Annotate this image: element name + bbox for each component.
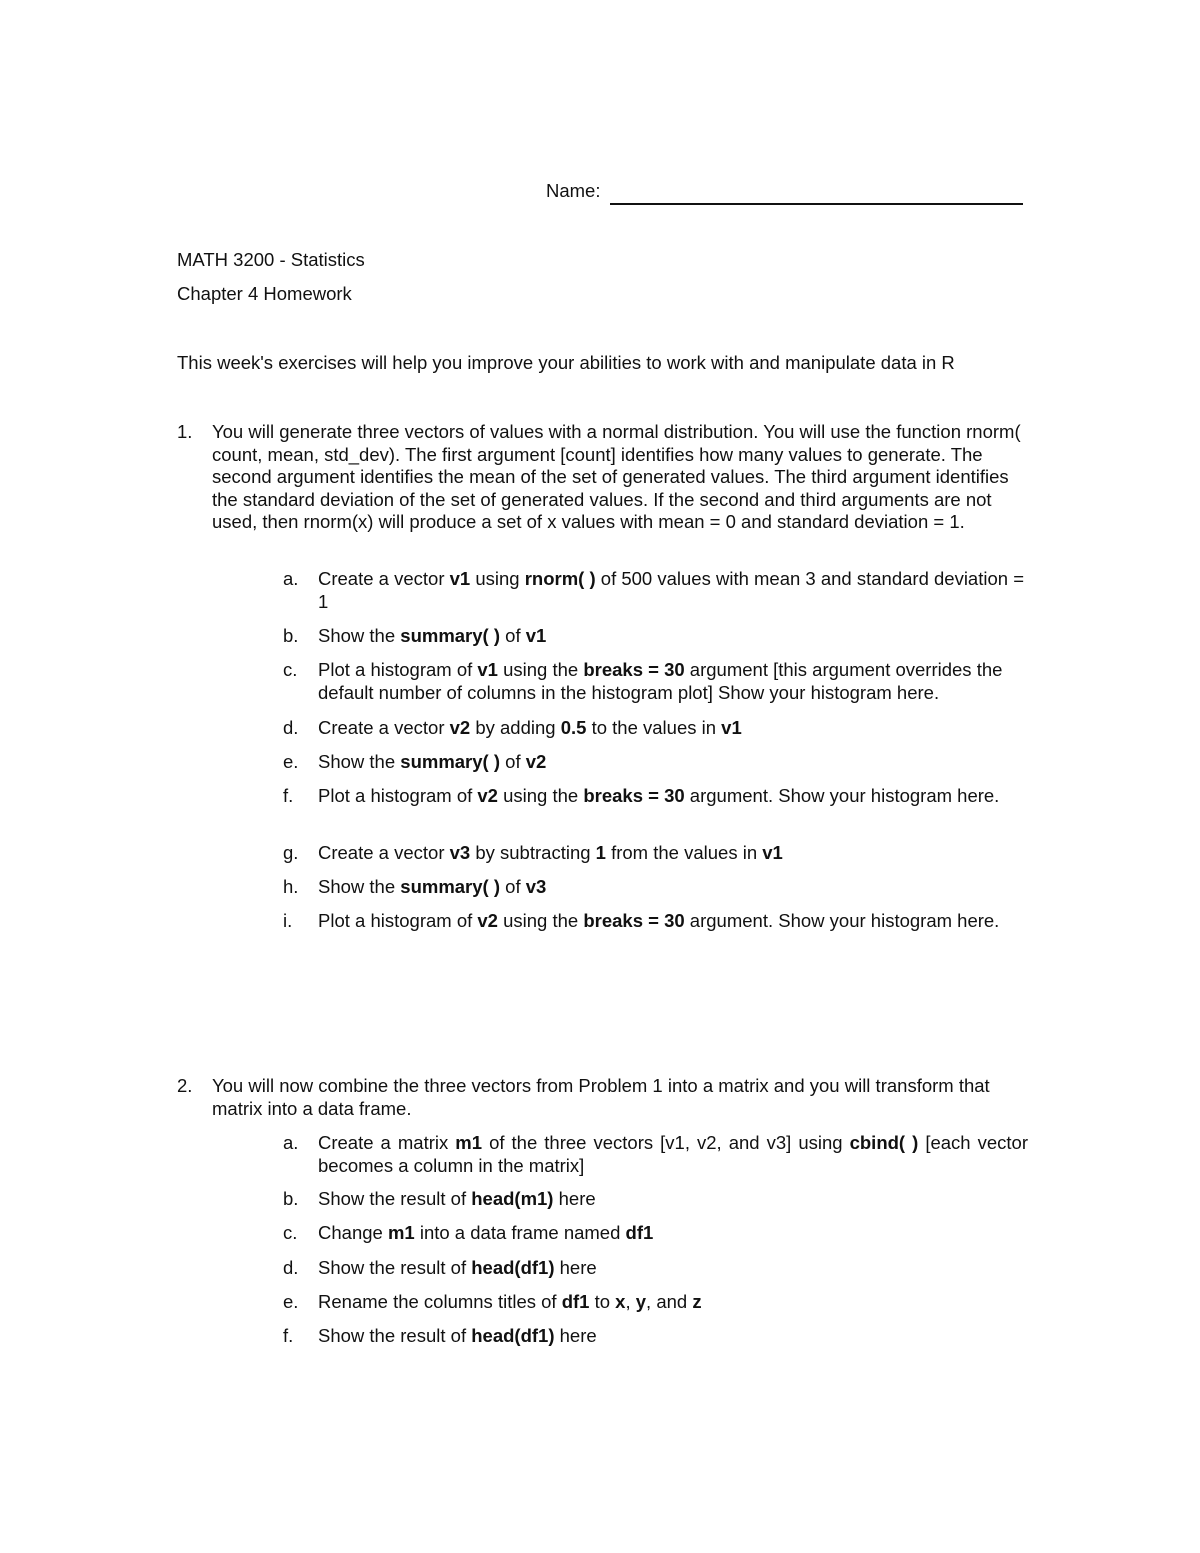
- code-term: m1: [455, 1132, 483, 1153]
- code-term: v2: [449, 717, 471, 738]
- text-run: Create a vector: [318, 568, 450, 589]
- part-text: [318, 1291, 1028, 1314]
- text-run: Show the result of: [318, 1257, 472, 1278]
- text-run: by adding: [470, 717, 561, 738]
- part-letter: a.: [283, 1132, 299, 1153]
- text-run: to: [589, 1291, 616, 1312]
- text-run: Plot a histogram of: [318, 910, 478, 931]
- text-run: argument. Show your histogram here.: [684, 785, 1000, 806]
- code-term: summary( ): [400, 876, 501, 897]
- part-letter: b.: [283, 1188, 299, 1209]
- code-term: 0.5: [560, 717, 587, 738]
- text-run: using the: [497, 910, 584, 931]
- text-run: argument. Show your histogram here.: [684, 910, 1000, 931]
- text-run: of: [500, 625, 526, 646]
- code-term: v2: [477, 910, 498, 931]
- code-term: m1: [387, 1222, 415, 1243]
- part-text: [318, 842, 1028, 865]
- text-run: Show the result of: [318, 1325, 472, 1346]
- code-term: v3: [525, 876, 547, 897]
- text-run: Create a matrix: [318, 1132, 456, 1153]
- code-term: v1: [525, 625, 547, 646]
- part-text: [318, 1132, 1028, 1177]
- part-letter: e.: [283, 1291, 299, 1312]
- part-text: [318, 717, 1028, 740]
- problem-number: 2.: [177, 1075, 193, 1096]
- code-term: v1: [477, 659, 498, 680]
- code-term: rnorm( ): [524, 568, 596, 589]
- part-text: [318, 1188, 1028, 1211]
- text-run: from the values in: [605, 842, 763, 863]
- text-run: of 500 values with mean 3 and standard deviation = 1: [318, 568, 1024, 612]
- name-label: Name:: [546, 180, 601, 201]
- text-run: Create a vector: [318, 842, 450, 863]
- text-run: into a data frame named: [414, 1222, 626, 1243]
- text-run: here: [554, 1257, 597, 1278]
- code-term: head(df1): [471, 1325, 555, 1346]
- part-text: [318, 1325, 1028, 1348]
- course-title: MATH 3200 - Statistics: [177, 249, 365, 270]
- code-term: y: [635, 1291, 647, 1312]
- part-text: [318, 1222, 1028, 1245]
- part-text: [318, 625, 1028, 648]
- part-text: [318, 910, 1028, 933]
- text-run: Show the: [318, 625, 401, 646]
- code-term: summary( ): [400, 625, 501, 646]
- part-letter: a.: [283, 568, 299, 589]
- code-term: v1: [449, 568, 471, 589]
- chapter-title: Chapter 4 Homework: [177, 283, 352, 304]
- part-text: [318, 568, 1028, 613]
- part-letter: c.: [283, 659, 298, 680]
- code-term: x: [615, 1291, 626, 1312]
- code-term: cbind( ): [849, 1132, 919, 1153]
- part-letter: h.: [283, 876, 299, 897]
- text-run: by subtracting: [470, 842, 596, 863]
- text-run: Show the: [318, 751, 401, 772]
- part-letter: d.: [283, 717, 299, 738]
- part-letter: i.: [283, 910, 293, 931]
- code-term: v3: [449, 842, 471, 863]
- text-run: to the values in: [586, 717, 722, 738]
- text-run: ,: [625, 1291, 636, 1312]
- text-run: of: [500, 751, 526, 772]
- text-run: Show the result of: [318, 1188, 472, 1209]
- part-letter: d.: [283, 1257, 299, 1278]
- text-run: Plot a histogram of: [318, 659, 478, 680]
- code-term: v2: [477, 785, 498, 806]
- text-run: using the: [497, 659, 584, 680]
- code-term: z: [692, 1291, 702, 1312]
- part-letter: e.: [283, 751, 299, 772]
- part-letter: f.: [283, 785, 294, 806]
- text-run: here: [553, 1188, 596, 1209]
- code-term: breaks = 30: [583, 910, 685, 931]
- code-term: breaks = 30: [583, 659, 685, 680]
- part-text: [318, 659, 1028, 704]
- problem-text: You will now combine the three vectors from Problem 1 into a matrix and you will transform that matrix into a data frame.: [212, 1075, 990, 1119]
- text-run: Rename the columns titles of: [318, 1291, 562, 1312]
- text-run: using the: [497, 785, 584, 806]
- code-term: summary( ): [400, 751, 501, 772]
- code-term: v2: [525, 751, 547, 772]
- code-term: v1: [721, 717, 742, 738]
- code-term: df1: [625, 1222, 654, 1243]
- code-term: v1: [762, 842, 783, 863]
- part-letter: g.: [283, 842, 299, 863]
- text-run: Show the: [318, 876, 401, 897]
- text-run: Change: [318, 1222, 388, 1243]
- text-run: , and: [646, 1291, 693, 1312]
- problem-number: 1.: [177, 421, 193, 442]
- code-term: head(m1): [471, 1188, 554, 1209]
- text-run: Plot a histogram of: [318, 785, 478, 806]
- text-run: using: [470, 568, 525, 589]
- part-text: [318, 876, 1028, 899]
- part-text: [318, 785, 1028, 808]
- code-term: head(df1): [471, 1257, 555, 1278]
- part-letter: f.: [283, 1325, 294, 1346]
- name-blank-line[interactable]: [610, 203, 1023, 205]
- text-run: [each vector becomes a column in the matrix]: [318, 1132, 1028, 1176]
- code-term: df1: [561, 1291, 590, 1312]
- code-term: breaks = 30: [583, 785, 685, 806]
- text-run: Create a vector: [318, 717, 450, 738]
- part-text: [318, 1257, 1028, 1280]
- text-run: of the three vectors [v1, v2, and v3] using: [482, 1132, 850, 1153]
- name-field-row: [546, 180, 601, 204]
- text-run: argument [this argument overrides the default number of columns in the histogram plot] Show your histogram here.: [318, 659, 1003, 703]
- text-run: of: [500, 876, 526, 897]
- part-text: [318, 751, 1028, 774]
- problem-text: You will generate three vectors of values with a normal distribution. You will use the function rnorm( count, mean, std_dev). The first argument [count] identifies how many values to generate. The second argument identifies the mean of the set of generated values. The third argument identifies the standard deviation of the set of generated values. If the second and third arguments are not used, then rnorm(x) will produce a set of x values with mean = 0 and standard deviation = 1.: [212, 421, 1021, 533]
- part-letter: b.: [283, 625, 299, 646]
- intro-text: This week's exercises will help you improve your abilities to work with and manipulate data in R: [177, 352, 955, 373]
- code-term: 1: [595, 842, 606, 863]
- text-run: here: [554, 1325, 597, 1346]
- part-letter: c.: [283, 1222, 298, 1243]
